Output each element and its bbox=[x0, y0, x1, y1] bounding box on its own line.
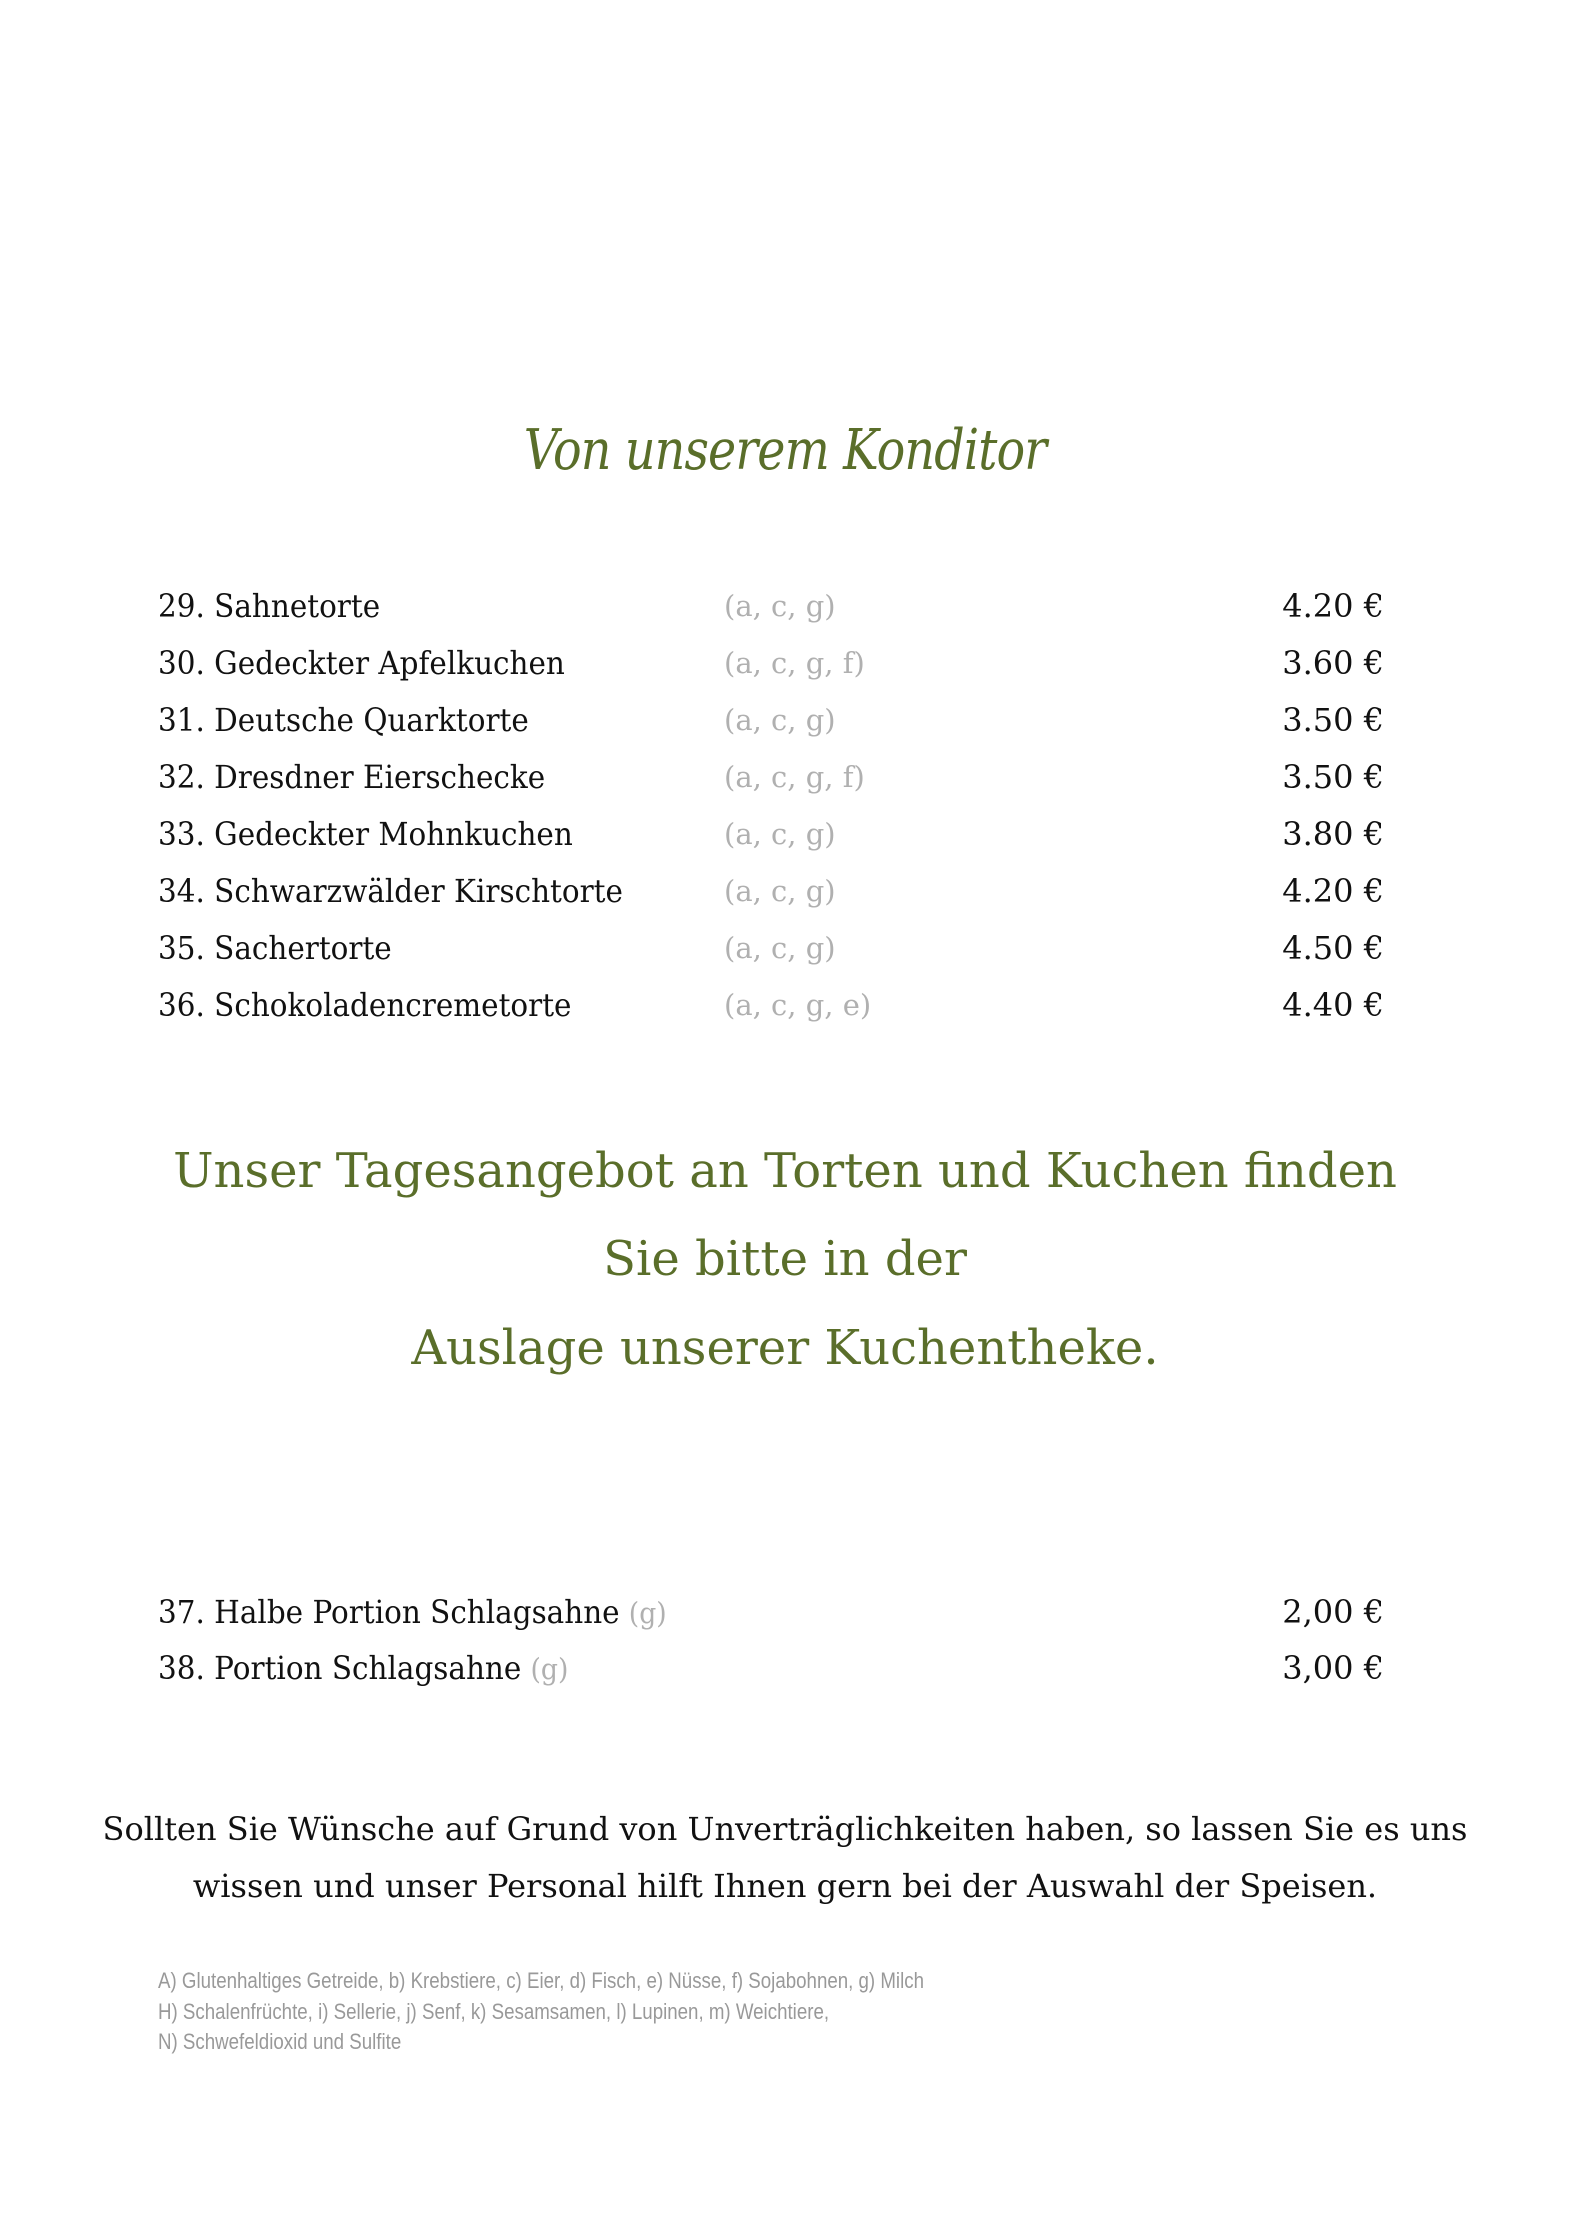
item-name: 29. Sahnetorte bbox=[158, 587, 381, 625]
menu-item bbox=[158, 980, 1384, 1030]
item-name: 34. Schwarzwälder Kirschtorte bbox=[158, 872, 623, 910]
item-allergens: (a, c, g) bbox=[724, 703, 836, 737]
item-allergens: (g) bbox=[530, 1652, 569, 1686]
item-allergens: (a, c, g, f) bbox=[724, 760, 865, 794]
item-name: 37. Halbe Portion Schlagsahne bbox=[158, 1593, 620, 1631]
item-allergens: (a, c, g, f) bbox=[724, 646, 865, 680]
item-allergens: (a, c, g) bbox=[724, 874, 836, 908]
item-allergens: (g) bbox=[628, 1596, 667, 1630]
item-price: 3,00 € bbox=[1282, 1649, 1384, 1687]
menu-item bbox=[158, 866, 1384, 916]
item-name: 31. Deutsche Quarktorte bbox=[158, 701, 529, 739]
legend-line: N) Schwefeldioxid und Sulfite bbox=[158, 2029, 402, 2054]
item-name-wrap bbox=[158, 1643, 568, 1694]
daily-offer-line: Auslage unserer Kuchentheke. bbox=[411, 1320, 1159, 1376]
menu-item bbox=[158, 1643, 1384, 1693]
item-price: 3.50 € bbox=[1282, 758, 1384, 796]
item-name: 36. Schokoladencremetorte bbox=[158, 986, 572, 1024]
item-name: 30. Gedeckter Apfelkuchen bbox=[158, 644, 565, 682]
item-name: 33. Gedeckter Mohnkuchen bbox=[158, 815, 573, 853]
item-price: 3.60 € bbox=[1282, 644, 1384, 682]
notice-line: wissen und unser Personal hilft Ihnen gern bei der Auswahl der Speisen. bbox=[192, 1867, 1378, 1905]
menu-item bbox=[158, 1587, 1384, 1637]
item-name: 35. Sachertorte bbox=[158, 929, 392, 967]
item-name: 38. Portion Schlagsahne bbox=[158, 1649, 522, 1687]
menu-item bbox=[158, 581, 1384, 631]
menu-item bbox=[158, 695, 1384, 745]
item-price: 3.80 € bbox=[1282, 815, 1384, 853]
menu-item bbox=[158, 809, 1384, 859]
notice-line: Sollten Sie Wünsche auf Grund von Unverträglichkeiten haben, so lassen Sie es uns bbox=[102, 1810, 1468, 1848]
menu-item bbox=[158, 638, 1384, 688]
menu-item bbox=[158, 752, 1384, 802]
item-name: 32. Dresdner Eierschecke bbox=[158, 758, 546, 796]
item-allergens: (a, c, g, e) bbox=[724, 988, 872, 1022]
item-price: 4.20 € bbox=[1282, 872, 1384, 910]
item-allergens: (a, c, g) bbox=[724, 931, 836, 965]
item-price: 2,00 € bbox=[1282, 1593, 1384, 1631]
item-price: 4.40 € bbox=[1282, 986, 1384, 1024]
item-price: 4.50 € bbox=[1282, 929, 1384, 967]
item-allergens: (a, c, g) bbox=[724, 817, 836, 851]
item-allergens: (a, c, g) bbox=[724, 589, 836, 623]
item-price: 3.50 € bbox=[1282, 701, 1384, 739]
page-title: Von unserem Konditor bbox=[523, 418, 1047, 483]
daily-offer-line: Unser Tagesangebot an Torten und Kuchen finden bbox=[173, 1143, 1397, 1199]
item-price: 4.20 € bbox=[1282, 587, 1384, 625]
daily-offer-line: Sie bitte in der bbox=[603, 1231, 967, 1287]
legend-line: A) Glutenhaltiges Getreide, b) Krebstiere, c) Eier, d) Fisch, e) Nüsse, f) Sojabohnen, g) Milch bbox=[158, 1968, 924, 1993]
menu-item bbox=[158, 923, 1384, 973]
legend-line: H) Schalenfrüchte, i) Sellerie, j) Senf, k) Sesamsamen, l) Lupinen, m) Weichtiere, bbox=[158, 1999, 830, 2024]
item-name-wrap bbox=[158, 1587, 667, 1638]
